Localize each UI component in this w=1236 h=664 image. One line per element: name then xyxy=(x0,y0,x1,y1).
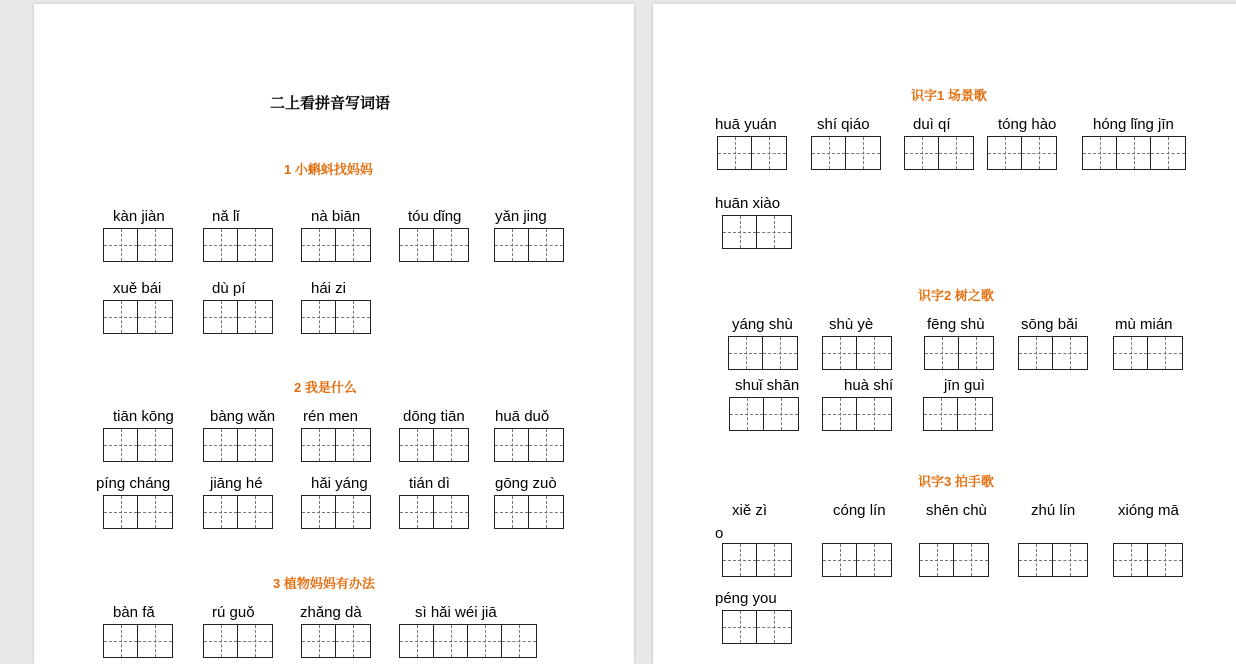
tianzige-cell[interactable] xyxy=(495,229,529,261)
tianzige-cell[interactable] xyxy=(954,544,988,576)
writing-grid[interactable] xyxy=(1113,543,1183,577)
tianzige-cell[interactable] xyxy=(104,625,138,657)
tianzige-cell[interactable] xyxy=(204,301,238,333)
tianzige-cell[interactable] xyxy=(238,429,272,461)
tianzige-cell[interactable] xyxy=(823,337,857,369)
pinyin-label: rú guǒ xyxy=(212,604,255,621)
writing-grid[interactable] xyxy=(301,495,371,529)
tianzige-cell[interactable] xyxy=(723,611,757,643)
writing-grid[interactable] xyxy=(811,136,881,170)
section-heading: 识字3 拍手歌 xyxy=(918,474,994,489)
pinyin-label: nà biān xyxy=(311,208,361,225)
tianzige-cell[interactable] xyxy=(336,429,370,461)
pinyin-label: zhú lín xyxy=(1031,502,1076,519)
tianzige-cell[interactable] xyxy=(905,137,939,169)
pinyin-label: nǎ lǐ xyxy=(212,208,240,225)
tianzige-cell[interactable] xyxy=(336,229,370,261)
tianzige-cell[interactable] xyxy=(723,216,757,248)
writing-grid[interactable] xyxy=(923,397,993,431)
tianzige-cell[interactable] xyxy=(529,229,563,261)
pinyin-label: gōng zuò xyxy=(495,475,557,492)
writing-grid[interactable] xyxy=(987,136,1057,170)
writing-grid[interactable] xyxy=(1018,543,1088,577)
tianzige-cell[interactable] xyxy=(138,625,172,657)
pinyin-label: hái zi xyxy=(311,280,347,297)
tianzige-cell[interactable] xyxy=(958,398,992,430)
tianzige-cell[interactable] xyxy=(138,496,172,528)
tianzige-cell[interactable] xyxy=(920,544,954,576)
tianzige-cell[interactable] xyxy=(302,229,336,261)
tianzige-cell[interactable] xyxy=(846,137,880,169)
writing-grid[interactable] xyxy=(1082,136,1186,170)
writing-grid[interactable] xyxy=(203,300,273,334)
tianzige-cell[interactable] xyxy=(336,625,370,657)
tianzige-cell[interactable] xyxy=(138,229,172,261)
tianzige-cell[interactable] xyxy=(1053,337,1087,369)
page-title: 二上看拼音写词语 xyxy=(270,95,391,112)
pinyin-label: huā yuán xyxy=(715,116,777,133)
tianzige-cell[interactable] xyxy=(495,429,529,461)
tianzige-cell[interactable] xyxy=(763,337,797,369)
tianzige-cell[interactable] xyxy=(400,496,434,528)
tianzige-cell[interactable] xyxy=(529,496,563,528)
tianzige-cell[interactable] xyxy=(1114,337,1148,369)
pinyin-label: hǎi yáng xyxy=(311,475,368,492)
writing-grid[interactable] xyxy=(919,543,989,577)
writing-grid[interactable] xyxy=(722,610,792,644)
tianzige-cell[interactable] xyxy=(502,625,536,657)
pinyin-label: yáng shù xyxy=(732,316,793,333)
writing-grid[interactable] xyxy=(729,397,799,431)
tianzige-cell[interactable] xyxy=(238,229,272,261)
tianzige-cell[interactable] xyxy=(238,625,272,657)
tianzige-cell[interactable] xyxy=(924,398,958,430)
writing-grid[interactable] xyxy=(728,336,798,370)
tianzige-cell[interactable] xyxy=(104,229,138,261)
writing-grid[interactable] xyxy=(399,495,469,529)
writing-grid[interactable] xyxy=(1113,336,1183,370)
pinyin-label: shí qiáo xyxy=(817,116,870,133)
tianzige-cell[interactable] xyxy=(823,398,857,430)
tianzige-cell[interactable] xyxy=(857,337,891,369)
writing-grid[interactable] xyxy=(494,495,564,529)
tianzige-cell[interactable] xyxy=(204,496,238,528)
section-heading: 1 小蝌蚪找妈妈 xyxy=(284,162,373,177)
tianzige-cell[interactable] xyxy=(495,496,529,528)
section-heading: 识字2 树之歌 xyxy=(918,288,994,303)
writing-grid[interactable] xyxy=(301,300,371,334)
pinyin-label: dù pí xyxy=(212,280,246,297)
tianzige-cell[interactable] xyxy=(434,496,468,528)
pinyin-label: cóng lín xyxy=(833,502,886,519)
tianzige-cell[interactable] xyxy=(400,429,434,461)
pinyin-label: shuǐ shān xyxy=(735,377,800,394)
pinyin-label: hóng lǐng jīn xyxy=(1093,116,1174,133)
tianzige-cell[interactable] xyxy=(1019,337,1053,369)
tianzige-cell[interactable] xyxy=(1151,137,1185,169)
writing-grid[interactable] xyxy=(203,228,273,262)
writing-grid[interactable] xyxy=(103,495,173,529)
tianzige-cell[interactable] xyxy=(988,137,1022,169)
pinyin-label: mù mián xyxy=(1115,316,1173,333)
tianzige-cell[interactable] xyxy=(757,216,791,248)
writing-grid[interactable] xyxy=(103,228,173,262)
writing-grid[interactable] xyxy=(301,624,371,658)
tianzige-cell[interactable] xyxy=(823,544,857,576)
pinyin-label: shēn chù xyxy=(926,502,987,519)
tianzige-cell[interactable] xyxy=(857,398,891,430)
writing-grid[interactable] xyxy=(822,397,892,431)
tianzige-cell[interactable] xyxy=(302,625,336,657)
tianzige-cell[interactable] xyxy=(757,611,791,643)
tianzige-cell[interactable] xyxy=(302,429,336,461)
tianzige-cell[interactable] xyxy=(1019,544,1053,576)
pinyin-label: huà shí xyxy=(844,377,894,394)
pinyin-label: péng you xyxy=(715,590,777,607)
writing-grid[interactable] xyxy=(399,428,469,462)
tianzige-cell[interactable] xyxy=(434,229,468,261)
tianzige-cell[interactable] xyxy=(1148,337,1182,369)
pinyin-label: xuě bái xyxy=(113,280,162,297)
pinyin-label: rén men xyxy=(303,408,359,425)
tianzige-cell[interactable] xyxy=(729,337,763,369)
tianzige-cell[interactable] xyxy=(959,337,993,369)
pinyin-label: jīn guì xyxy=(944,377,985,394)
pinyin-label: yǎn jing xyxy=(495,208,547,225)
tianzige-cell[interactable] xyxy=(764,398,798,430)
tianzige-cell[interactable] xyxy=(857,544,891,576)
writing-grid[interactable] xyxy=(399,228,469,262)
writing-grid[interactable] xyxy=(924,336,994,370)
writing-grid[interactable] xyxy=(1018,336,1088,370)
tianzige-cell[interactable] xyxy=(138,429,172,461)
pinyin-label: huān xiào xyxy=(715,195,781,212)
pinyin-label: sì hǎi wéi jiā xyxy=(415,604,497,621)
writing-grid[interactable] xyxy=(722,543,792,577)
pinyin-label: duì qí xyxy=(913,116,951,133)
section-heading: 3 植物妈妈有办法 xyxy=(273,576,375,591)
pinyin-label: bàn fǎ xyxy=(113,604,155,621)
tianzige-cell[interactable] xyxy=(104,429,138,461)
tianzige-cell[interactable] xyxy=(925,337,959,369)
tianzige-cell[interactable] xyxy=(1117,137,1151,169)
writing-grid[interactable] xyxy=(103,428,173,462)
pinyin-label: xióng mā xyxy=(1118,502,1179,519)
writing-grid[interactable] xyxy=(399,624,537,658)
pinyin-label: o xyxy=(715,525,724,542)
tianzige-cell[interactable] xyxy=(723,544,757,576)
tianzige-cell[interactable] xyxy=(204,625,238,657)
tianzige-cell[interactable] xyxy=(1083,137,1117,169)
tianzige-cell[interactable] xyxy=(302,301,336,333)
tianzige-cell[interactable] xyxy=(529,429,563,461)
tianzige-cell[interactable] xyxy=(400,625,434,657)
tianzige-cell[interactable] xyxy=(336,301,370,333)
section-heading: 识字1 场景歌 xyxy=(911,88,987,103)
tianzige-cell[interactable] xyxy=(1114,544,1148,576)
left-page xyxy=(34,4,634,664)
tianzige-cell[interactable] xyxy=(238,301,272,333)
writing-grid[interactable] xyxy=(203,428,273,462)
right-page xyxy=(653,4,1236,664)
tianzige-cell[interactable] xyxy=(939,137,973,169)
pinyin-label: dōng tiān xyxy=(403,408,465,425)
writing-grid[interactable] xyxy=(301,228,371,262)
writing-grid[interactable] xyxy=(494,228,564,262)
tianzige-cell[interactable] xyxy=(468,625,502,657)
writing-grid[interactable] xyxy=(494,428,564,462)
writing-grid[interactable] xyxy=(722,215,792,249)
pinyin-label: tóng hào xyxy=(998,116,1057,133)
tianzige-cell[interactable] xyxy=(718,137,752,169)
pinyin-label: xiě zì xyxy=(732,502,768,519)
pinyin-label: tián dì xyxy=(409,475,450,492)
pinyin-label: píng cháng xyxy=(96,475,171,492)
pinyin-label: bàng wǎn xyxy=(210,408,276,425)
pinyin-label: tiān kōng xyxy=(113,408,174,425)
tianzige-cell[interactable] xyxy=(238,496,272,528)
tianzige-cell[interactable] xyxy=(336,496,370,528)
writing-grid[interactable] xyxy=(103,300,173,334)
pinyin-label: huā duǒ xyxy=(495,408,550,425)
tianzige-cell[interactable] xyxy=(204,229,238,261)
tianzige-cell[interactable] xyxy=(1022,137,1056,169)
tianzige-cell[interactable] xyxy=(204,429,238,461)
pinyin-label: zhǎng dà xyxy=(300,604,362,621)
tianzige-cell[interactable] xyxy=(812,137,846,169)
tianzige-cell[interactable] xyxy=(104,301,138,333)
tianzige-cell[interactable] xyxy=(400,229,434,261)
writing-grid[interactable] xyxy=(822,543,892,577)
tianzige-cell[interactable] xyxy=(434,429,468,461)
tianzige-cell[interactable] xyxy=(302,496,336,528)
pinyin-label: tóu dǐng xyxy=(408,208,462,225)
writing-grid[interactable] xyxy=(203,624,273,658)
tianzige-cell[interactable] xyxy=(1148,544,1182,576)
tianzige-cell[interactable] xyxy=(1053,544,1087,576)
writing-grid[interactable] xyxy=(203,495,273,529)
writing-grid[interactable] xyxy=(904,136,974,170)
pinyin-label: shù yè xyxy=(829,316,874,333)
writing-grid[interactable] xyxy=(717,136,787,170)
tianzige-cell[interactable] xyxy=(104,496,138,528)
pinyin-label: fēng shù xyxy=(927,316,985,333)
tianzige-cell[interactable] xyxy=(752,137,786,169)
tianzige-cell[interactable] xyxy=(757,544,791,576)
pinyin-label: kàn jiàn xyxy=(113,208,165,225)
tianzige-cell[interactable] xyxy=(730,398,764,430)
pinyin-label: jiāng hé xyxy=(210,475,263,492)
writing-grid[interactable] xyxy=(103,624,173,658)
section-heading: 2 我是什么 xyxy=(294,380,357,395)
pinyin-label: sōng bǎi xyxy=(1021,316,1078,333)
tianzige-cell[interactable] xyxy=(138,301,172,333)
tianzige-cell[interactable] xyxy=(434,625,468,657)
writing-grid[interactable] xyxy=(822,336,892,370)
writing-grid[interactable] xyxy=(301,428,371,462)
